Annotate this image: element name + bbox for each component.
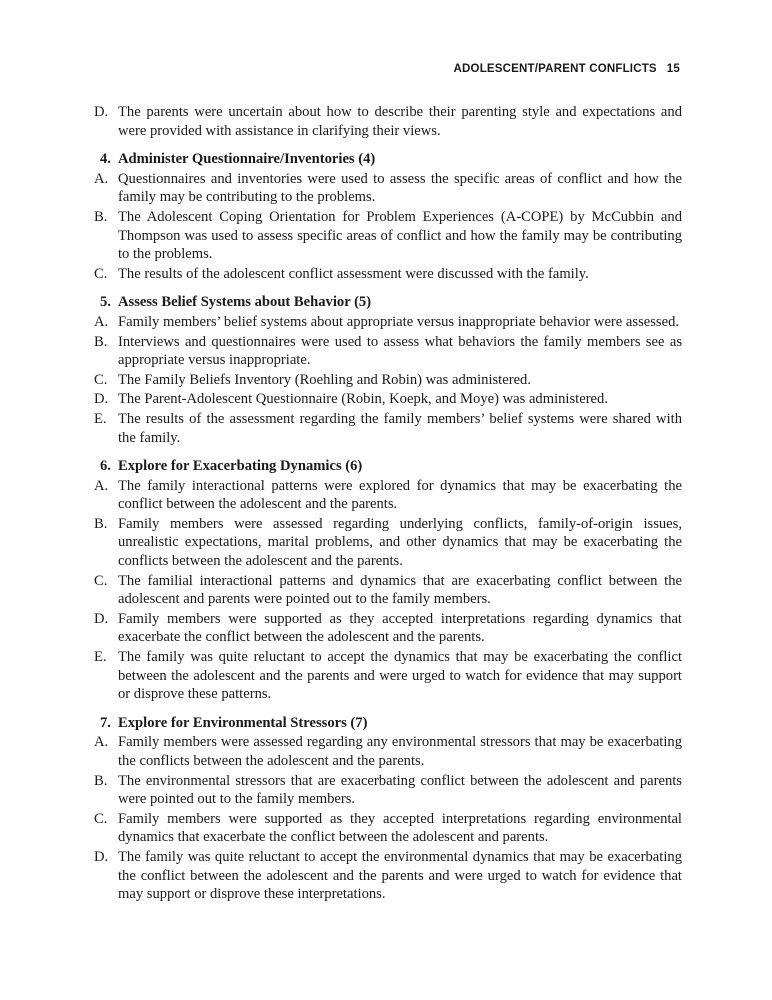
list-item <box>94 410 682 447</box>
list-item <box>94 648 682 704</box>
list-item <box>94 572 682 609</box>
item-text: Family members were supported as they accepted interpretations regarding dynamics that exacerbate the conflict between the adolescent and the parents. <box>118 610 682 646</box>
section-heading <box>94 293 682 312</box>
running-title: ADOLESCENT/PARENT CONFLICTS <box>453 63 657 75</box>
section-number: 7. <box>100 714 111 731</box>
section-heading <box>94 150 682 169</box>
list-item <box>94 810 682 847</box>
item-text: The Adolescent Coping Orientation for Problem Experiences (A-COPE) by McCubbin and Thompson was used to assess specific areas of conflict and how the family may be contributing to the problems. <box>118 208 682 263</box>
section-number: 5. <box>100 294 111 311</box>
page-body <box>94 103 682 905</box>
list-item <box>94 390 682 409</box>
item-marker: A. <box>94 313 109 330</box>
list-item <box>94 515 682 571</box>
list-item <box>94 733 682 770</box>
section-title: Explore for Environmental Stressors (7) <box>118 714 368 731</box>
section-heading <box>94 714 682 733</box>
item-text: Questionnaires and inventories were used to assess the specific areas of conflict and how the family may be contributing to the problems. <box>118 170 682 206</box>
section-number: 6. <box>100 458 111 475</box>
item-marker: E. <box>94 649 107 666</box>
item-marker: B. <box>94 772 108 789</box>
section-heading <box>94 457 682 476</box>
item-text: The results of the adolescent conflict assessment were discussed with the family. <box>118 265 589 282</box>
item-text: Interviews and questionnaires were used to assess what behaviors the family members see as appropriate versus inappropriate. <box>118 333 682 369</box>
item-text: The Parent-Adolescent Questionnaire (Robin, Koepk, and Moye) was administered. <box>118 391 608 408</box>
list-item <box>94 333 682 370</box>
item-marker: B. <box>94 333 108 350</box>
item-text: The Family Beliefs Inventory (Roehling and Robin) was administered. <box>118 371 532 388</box>
section-6 <box>94 457 682 704</box>
item-text: Family members were supported as they accepted interpretations regarding environmental dynamics that exacerbate the conflict between the adolescent and parents. <box>118 810 682 846</box>
section-title: Explore for Exacerbating Dynamics (6) <box>118 458 363 475</box>
item-text: The parents were uncertain about how to describe their parenting style and expectations and were provided with assistance in clarifying their views. <box>118 104 682 139</box>
item-marker: C. <box>94 265 108 282</box>
item-text: The familial interactional patterns and dynamics that are exacerbating conflict between the adolescent and parents were pointed out to the family members. <box>118 572 682 608</box>
list-item <box>94 477 682 514</box>
item-marker: E. <box>94 410 107 427</box>
section-7 <box>94 714 682 904</box>
item-marker: D. <box>94 610 109 627</box>
item-text: Family members were assessed regarding underlying conflicts, family-of-origin issues, unrealistic expectations, marital problems, and other dynamics that may be exacerbating the conflicts between the adolescent and the parents. <box>118 515 682 570</box>
list-item <box>94 313 682 332</box>
item-marker: B. <box>94 208 108 225</box>
section-number: 4. <box>100 151 111 168</box>
item-text: The family interactional patterns were explored for dynamics that may be exacerbating the conflict between the adolescent and the parents. <box>118 477 682 513</box>
item-marker: D. <box>94 848 109 865</box>
list-item <box>94 103 682 140</box>
running-header <box>454 63 680 75</box>
item-marker: A. <box>94 477 109 494</box>
section-4 <box>94 150 682 283</box>
list-item <box>94 848 682 904</box>
item-text: The family was quite reluctant to accept the environmental dynamics that may be exacerbating the conflict between the adolescent and the parents and were urged to watch for evidence that may support or disprove these interpretations. <box>118 848 682 903</box>
list-item <box>94 170 682 207</box>
item-marker: C. <box>94 810 108 827</box>
list-item <box>94 208 682 264</box>
item-marker: A. <box>94 734 109 751</box>
item-text: Family members’ belief systems about appropriate versus inappropriate behavior were assessed. <box>118 313 680 330</box>
item-marker: A. <box>94 170 109 187</box>
item-marker: C. <box>94 572 108 589</box>
section-title: Administer Questionnaire/Inventories (4) <box>118 151 376 168</box>
list-item <box>94 371 682 390</box>
item-text: The environmental stressors that are exacerbating conflict between the adolescent and parents were pointed out to the family members. <box>118 772 682 808</box>
page-number: 15 <box>666 63 680 75</box>
list-item <box>94 265 682 284</box>
item-text: The results of the assessment regarding the family members’ belief systems were shared with the family. <box>118 410 682 446</box>
item-marker: B. <box>94 515 108 532</box>
list-item <box>94 610 682 647</box>
item-text: The family was quite reluctant to accept the dynamics that may be exacerbating the conflict between the adolescent and the parents and were urged to watch for evidence that may support or disprove these patterns. <box>118 649 682 703</box>
item-marker: D. <box>94 104 109 120</box>
section-title: Assess Belief Systems about Behavior (5) <box>118 294 372 311</box>
item-text: Family members were assessed regarding any environmental stressors that may be exacerbating the conflicts between the adolescent and the parents. <box>118 734 682 769</box>
item-marker: C. <box>94 371 108 388</box>
section-5 <box>94 293 682 447</box>
item-marker: D. <box>94 391 109 408</box>
list-item <box>94 772 682 809</box>
